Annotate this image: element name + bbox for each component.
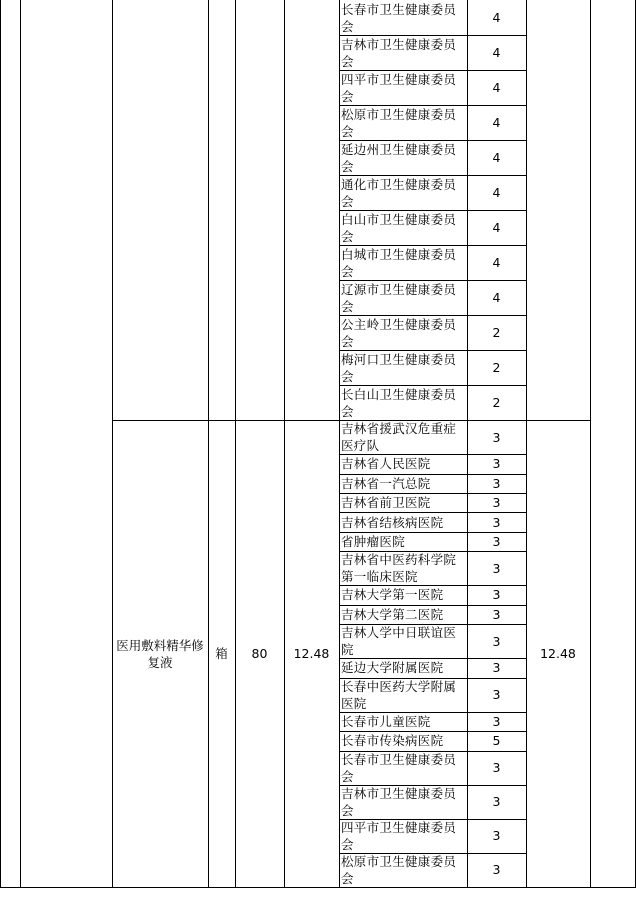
recipient-org-cell — [339, 512, 467, 531]
allocated-quantity: 3 — [492, 660, 501, 676]
allocated-quantity-cell — [467, 280, 526, 315]
recipient-org-cell — [339, 385, 467, 420]
allocated-quantity-cell — [467, 175, 526, 210]
recipient-org-cell — [339, 605, 467, 624]
allocated-quantity-cell — [467, 70, 526, 105]
allocated-quantity-cell — [467, 853, 526, 887]
recipient-org-cell — [339, 819, 467, 853]
recipient-org: 吉林省援武汉危重症 医疗队 — [341, 421, 457, 454]
recipient-org: 吉林省人民医院 — [341, 456, 431, 472]
recipient-org: 吉林市卫生健康委员 会 — [341, 785, 457, 818]
allocated-quantity: 4 — [492, 10, 501, 25]
recipient-org-cell — [339, 175, 467, 210]
recipient-org-cell — [339, 420, 467, 454]
recipient-org-cell — [339, 493, 467, 512]
recipient-org: 延边州卫生健康委员 会 — [341, 141, 457, 174]
allocated-quantity: 2 — [492, 360, 501, 375]
column-border — [590, 0, 591, 888]
allocated-quantity-cell — [467, 785, 526, 819]
allocated-quantity: 3 — [492, 587, 501, 603]
allocated-quantity: 3 — [492, 533, 501, 549]
total-quantity: 80 — [251, 646, 268, 661]
recipient-org: 长春市传染病医院 — [341, 733, 444, 749]
recipient-org: 通化市卫生健康委员 会 — [341, 176, 457, 209]
recipient-org-cell — [339, 0, 467, 35]
allocated-quantity: 3 — [492, 495, 501, 511]
allocated-quantity-cell — [467, 454, 526, 473]
allocated-quantity: 3 — [492, 760, 501, 776]
allocated-quantity-cell — [467, 712, 526, 731]
recipient-org: 长春中医药大学附属 医院 — [341, 678, 457, 711]
recipient-org-cell — [339, 853, 467, 887]
recipient-org-cell — [339, 731, 467, 750]
allocated-quantity: 4 — [492, 80, 501, 95]
allocated-quantity: 4 — [492, 150, 501, 165]
recipient-org: 延边大学附属医院 — [341, 660, 444, 676]
allocated-quantity: 3 — [492, 606, 501, 622]
recipient-org: 长春市儿童医院 — [341, 713, 431, 729]
recipient-org-cell — [339, 658, 467, 677]
allocated-quantity: 4 — [492, 255, 501, 270]
allocated-quantity-cell — [467, 751, 526, 785]
allocated-quantity: 3 — [492, 633, 501, 649]
allocated-quantity: 3 — [492, 828, 501, 844]
recipient-org: 吉林市卫生健康委员 会 — [341, 36, 457, 69]
allocated-quantity: 3 — [492, 456, 501, 472]
allocated-quantity: 4 — [492, 290, 501, 305]
recipient-org-cell — [339, 551, 467, 585]
amount-cell — [526, 420, 590, 887]
unit-cell — [208, 420, 235, 887]
recipient-org-cell — [339, 624, 467, 658]
allocated-quantity-cell — [467, 474, 526, 493]
allocated-quantity: 3 — [492, 794, 501, 810]
allocated-quantity-cell — [467, 532, 526, 551]
recipient-org: 长春市卫生健康委员 会 — [341, 1, 457, 34]
product-name-cell — [112, 420, 208, 887]
allocated-quantity-cell — [467, 551, 526, 585]
row-border — [0, 887, 636, 888]
recipient-org: 四平市卫生健康委员 会 — [341, 71, 457, 104]
recipient-org-cell — [339, 245, 467, 280]
recipient-org: 梅河口卫生健康委员 会 — [341, 351, 457, 384]
allocated-quantity-cell — [467, 512, 526, 531]
allocated-quantity: 3 — [492, 560, 501, 576]
recipient-org-cell — [339, 35, 467, 70]
allocated-quantity: 2 — [492, 395, 501, 410]
recipient-org: 松原市卫生健康委员 会 — [341, 106, 457, 139]
column-border — [20, 0, 21, 888]
recipient-org: 长白山卫生健康委员 会 — [341, 386, 457, 419]
recipient-org: 吉林大学第一医院 — [341, 587, 444, 603]
recipient-org: 吉林省中医药科学院 第一临床医院 — [341, 552, 457, 585]
allocated-quantity-cell — [467, 493, 526, 512]
recipient-org: 吉林人学中日联谊医 院 — [341, 625, 457, 658]
column-border — [0, 0, 1, 888]
unit: 箱 — [215, 646, 228, 661]
allocated-quantity-cell — [467, 350, 526, 385]
allocated-quantity: 3 — [492, 713, 501, 729]
allocated-quantity-cell — [467, 140, 526, 175]
allocated-quantity: 3 — [492, 475, 501, 491]
recipient-org: 吉林省前卫医院 — [341, 495, 431, 511]
recipient-org: 吉林省结核病医院 — [341, 514, 444, 530]
recipient-org: 四平市卫生健康委员 会 — [341, 819, 457, 852]
allocated-quantity-cell — [467, 731, 526, 750]
allocated-quantity-cell — [467, 658, 526, 677]
allocated-quantity: 3 — [492, 862, 501, 878]
allocated-quantity-cell — [467, 678, 526, 712]
recipient-org: 松原市卫生健康委员 会 — [341, 853, 457, 886]
allocated-quantity-cell — [467, 585, 526, 604]
allocated-quantity: 3 — [492, 687, 501, 703]
allocated-quantity-cell — [467, 210, 526, 245]
recipient-org-cell — [339, 474, 467, 493]
product-name: 医用敷料精华修 复液 — [116, 637, 204, 670]
allocated-quantity-cell — [467, 105, 526, 140]
unit-price: 12.48 — [293, 646, 330, 661]
allocated-quantity: 3 — [492, 514, 501, 530]
allocated-quantity-cell — [467, 35, 526, 70]
recipient-org-cell — [339, 678, 467, 712]
allocated-quantity-cell — [467, 605, 526, 624]
allocated-quantity-cell — [467, 0, 526, 35]
recipient-org-cell — [339, 105, 467, 140]
allocated-quantity: 4 — [492, 185, 501, 200]
total-quantity-cell — [235, 420, 284, 887]
unit-price-cell — [284, 420, 339, 887]
recipient-org-cell — [339, 585, 467, 604]
recipient-org-cell — [339, 785, 467, 819]
recipient-org: 长春市卫生健康委员 会 — [341, 751, 457, 784]
recipient-org: 公主岭卫生健康委员 会 — [341, 316, 457, 349]
allocated-quantity-cell — [467, 624, 526, 658]
allocated-quantity-cell — [467, 819, 526, 853]
allocated-quantity-cell — [467, 420, 526, 454]
allocated-quantity: 4 — [492, 220, 501, 235]
recipient-org-cell — [339, 315, 467, 350]
recipient-org: 辽源市卫生健康委员 会 — [341, 281, 457, 314]
recipient-org: 吉林省一汽总院 — [341, 475, 431, 491]
recipient-org: 省肿瘤医院 — [341, 533, 406, 549]
allocated-quantity-cell — [467, 245, 526, 280]
allocated-quantity: 5 — [492, 733, 501, 749]
recipient-org-cell — [339, 712, 467, 731]
recipient-org-cell — [339, 140, 467, 175]
allocated-quantity-cell — [467, 315, 526, 350]
recipient-org-cell — [339, 280, 467, 315]
recipient-org: 白山市卫生健康委员 会 — [341, 211, 457, 244]
recipient-org: 吉林大学第二医院 — [341, 606, 444, 622]
allocated-quantity-cell — [467, 385, 526, 420]
recipient-org-cell — [339, 751, 467, 785]
amount: 12.48 — [540, 646, 576, 661]
recipient-org-cell — [339, 210, 467, 245]
allocated-quantity: 3 — [492, 429, 501, 445]
allocated-quantity: 4 — [492, 115, 501, 130]
recipient-org: 白城市卫生健康委员 会 — [341, 246, 457, 279]
recipient-org-cell — [339, 350, 467, 385]
recipient-org-cell — [339, 70, 467, 105]
allocated-quantity: 4 — [492, 45, 501, 60]
allocated-quantity: 2 — [492, 325, 501, 340]
recipient-org-cell — [339, 454, 467, 473]
recipient-org-cell — [339, 532, 467, 551]
